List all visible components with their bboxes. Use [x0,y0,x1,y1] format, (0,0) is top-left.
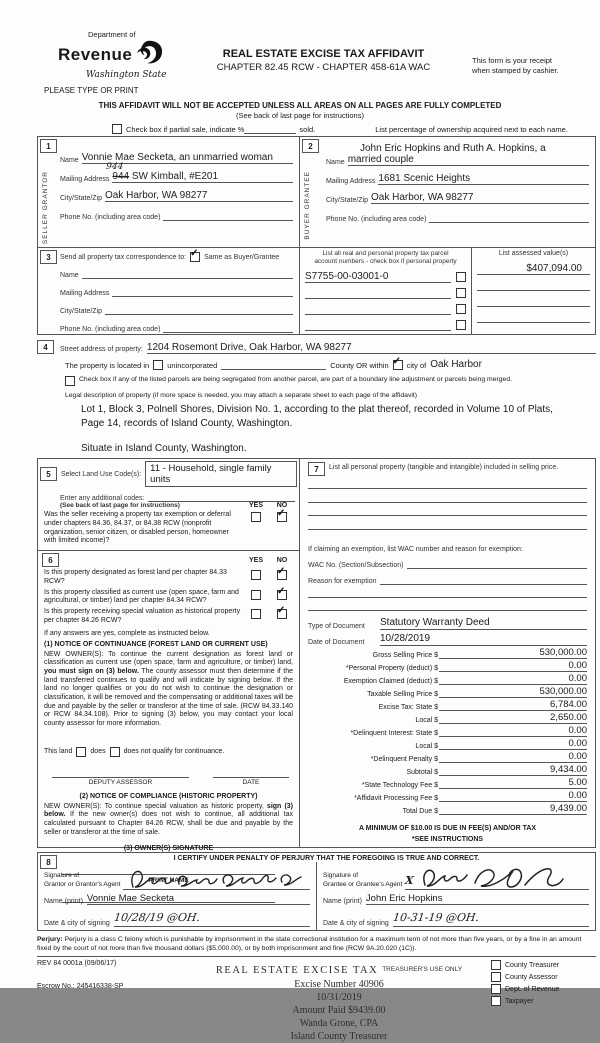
city-of-checkbox: ✓ [393,360,403,370]
right-column [300,459,595,847]
fee-label: Gross Selling Price $ [372,652,438,660]
signatures-box [37,852,596,931]
date-of-document-label: Date of Document [308,639,365,647]
land-use-code-value: 11 - Household, single family units [145,461,297,487]
seller-address-value: 944 944 SW Kimball, #E201 [112,171,293,183]
city-of-value: Oak Harbor [430,359,482,370]
fee-value: 9,434.00 [439,765,587,776]
assessed-header: List assessed value(s) [498,250,569,257]
deputy-assessor-signature-line [52,769,189,778]
seller-name-label: Name [60,157,79,164]
seller-address-handwritten-correction: 944 [105,162,125,172]
type-of-document-value: Statutory Warranty Deed [380,617,587,630]
not-accepted-warning: THIS AFFIDAVIT WILL NOT BE ACCEPTED UNLESS ALL AREAS ON ALL PAGES ARE FULLY COMPLETED [98,101,502,110]
fee-label: *State Technology Fee $ [361,782,438,790]
land-use-section [38,459,299,551]
grantee-signature-block [317,862,595,930]
fee-label: Excise Tax: State $ [378,704,438,712]
corr-name-value [82,267,293,279]
buyer-section [300,137,595,247]
fee-value: 0.00 [439,739,587,750]
assessed-blank-3 [477,306,590,307]
fee-label: *Delinquent Penalty $ [370,756,438,764]
parcel-personal-checkbox-1 [456,272,466,282]
parcel-personal-checkbox-3 [456,304,466,314]
same-as-buyer-checkbox: ✓ [190,252,200,262]
personal-property-blank-2 [308,489,587,502]
taxpayer-checkbox [491,996,501,1006]
currentuse-yes-checkbox [251,590,261,600]
grantee-date-value: 10-31-19 @OH. [391,911,480,924]
unincorporated-label: unincorporated [167,361,218,370]
buyer-grantee-side-label: BUYER GRANTEE [304,171,311,240]
seller-city-value: Oak Harbor, WA 98277 [105,190,293,202]
county-field [221,369,326,370]
buyer-name-line2: married couple [348,154,589,166]
fee-label: *Affidavit Processing Fee $ [354,795,438,803]
forest-yes-checkbox [251,570,261,580]
corr-address-value [112,285,293,297]
parcel-blank-4 [305,330,451,331]
no-header-5: NO [276,502,288,509]
fee-label: Subtotal $ [406,769,438,777]
assessed-value: $407,094.00 [477,263,590,275]
tax-correspondence-section [38,248,300,334]
deputy-date-line [213,769,289,778]
section-8-badge: 8 [40,855,57,869]
correspondence-label: Send all property tax correspondence to: [60,253,187,261]
header [0,0,600,95]
corr-phone-value [163,321,293,333]
notice-compliance-text: NEW OWNER(S): To continue special valuation as historic property, sign (3) below. If the new owner(s) does not wish to continue, all additional tax calculated pursuant to Chapter 84.26 RCW, shall be due and payable by the seller or transferor at the time of sale. [44,802,294,836]
notice-continuance-title: (1) NOTICE OF CONTINUANCE (FOREST LAND OR CURRENT USE) [44,640,268,648]
fee-value: 530,000.00 [439,648,587,659]
parcel-header-line1: List all real and personal property tax parcel [322,250,449,257]
parcel-numbers-cell [300,248,472,334]
reason-blank-2 [308,585,587,598]
section-7-badge: 7 [308,462,325,476]
fee-label: Local $ [415,743,438,751]
county-or-within-label: County OR within [330,361,389,370]
land-does-checkbox [76,747,86,757]
deferral-yes-checkbox [251,512,261,522]
parcel-blank-3 [305,314,451,315]
historic-no-checkbox: ✓ [277,609,287,619]
if-yes-note: If any answers are yes, complete as instructed below. [44,629,210,637]
parcel-personal-checkbox-2 [456,288,466,298]
partial-sale-label: Check box if partial sale, indicate % [126,125,245,134]
logo-revenue: Revenue [58,44,133,64]
grantor-date-label: Date & city of signing [44,920,110,927]
notice-continuance-text: NEW OWNER(S): To continue the current designation as forest land or classification as current use (open space, farm and agriculture, or timber) land, you must sign on (3) below. The county assessor must then determine if the land transferred continues to qualify and will indicate by signing below. If the land no longer qualifies or you do not wish to continue the designation or classification, it will be removed and the compensating or additional taxes will be due and payable by the seller or transferor at the time of sale. (RCW 84.33.140 or RCW 84.34.108). Prior to signing (3) below, you may contact your local county assessor for more information. [44,650,293,727]
no-header-6: NO [276,556,288,564]
fee-value: 5.00 [439,778,587,789]
parcel-header-line2: account numbers - check box if personal property [314,258,457,266]
deferral-question: Was the seller receiving a property tax exemption or deferral under chapters 84.36, 84.37, or 84.38 RCW (nonprofit organization, senior citizen, or disabled person, homeowner with limited income)? [44,511,231,545]
personal-property-blank-4 [308,516,587,529]
seller-phone-value [163,209,293,221]
parcel-personal-checkbox-4 [456,320,466,330]
current-use-question: Is this property classified as current use (open space, farm and agricultural, or timber) land per chapter 84.34 RCW? [44,588,239,605]
treasurers-use-only-label: TREASURER'S USE ONLY [382,966,463,974]
yes-header-6: YES [248,556,263,564]
section-6-badge: 6 [42,553,59,567]
revenue-swirl-icon [134,39,164,70]
legal-description-text: Lot 1, Block 3, Polnell Shores, Division No. 1, according to the plat thereof, recorded in Volume 10 of Plats, Page 14, records of Island County, Washington. [81,404,553,429]
fee-label: Local $ [415,717,438,725]
corr-phone-label: Phone No. (including area code) [60,326,161,333]
seller-address-struck-number: 944 [112,171,130,182]
partial-sale-checkbox [112,124,122,134]
historic-yes-checkbox [251,609,261,619]
situate-text: Situate in Island County, Washington. [81,443,247,454]
partial-sale-row [112,124,596,134]
county-treasurer-checkbox [491,960,501,970]
reason-field [380,574,587,585]
partial-sale-sold-label: sold. [299,125,316,134]
fee-value: 0.00 [439,674,587,685]
section-3-badge: 3 [40,250,57,264]
receipt-note: This form is your receipt when stamped by cashier. [472,56,559,76]
forest-no-checkbox: ✓ [277,570,287,580]
grantee-x-mark: X [404,874,415,887]
print-name-label: PRINT NAME [148,877,189,885]
land-does-not-checkbox [110,747,120,757]
fee-value: 2,650.00 [439,713,587,724]
fee-label: *Personal Property (deduct) $ [345,665,438,673]
grantor-signature [123,863,310,890]
notice-compliance-title: (2) NOTICE OF COMPLIANCE (HISTORIC PROPERTY) [79,792,258,800]
fee-label: Taxable Selling Price $ [367,691,438,699]
logo-dept-of: Department of [88,30,136,39]
yes-header-5: YES [248,502,263,509]
personal-property-header: List all personal property (tangible and intangible) included in selling price. [329,464,559,471]
perjury-note: Perjury: Perjury is a class C felony which is punishable by imprisonment in the state correctional institution for a maximum term of not more than five years, or by a fine in an amount fixed by the court of not more than five thousand dollars ($5,000.00), or by both imprisonment and fine (RCW 9A.20.020 (1C)). [37,936,582,953]
fee-label: *Delinquent Interest: State $ [350,730,438,738]
grantee-sig-label: Signature of Grantee or Grantee's Agent [323,872,403,889]
footer [37,956,596,1043]
ownership-note: List percentage of ownership acquired next to each name. [375,125,568,134]
property-location-section [37,335,596,454]
partial-sale-percent-field [244,133,296,134]
corr-city-value [105,303,293,315]
currentuse-no-checkbox: ✓ [277,590,287,600]
fee-value: 0.00 [439,791,587,802]
street-address-label: Street address of property: [60,346,143,353]
dept-of-revenue-checkbox [491,984,501,994]
corr-city-label: City/State/Zip [60,308,103,315]
corr-name-label: Name [60,272,79,279]
fee-value: 0.00 [439,726,587,737]
fee-value: 530,000.00 [439,687,587,698]
certify-statement: I CERTIFY UNDER PENALTY OF PERJURY THAT THE FOREGOING IS TRUE AND CORRECT. [173,855,480,862]
form-subtitle: CHAPTER 82.45 RCW - CHAPTER 458-61A WAC [216,62,431,73]
grantor-signature-block [38,862,317,930]
corr-address-label: Mailing Address [60,290,110,297]
footer-routing-checkboxes: County Treasurer County Assessor Dept. of Revenue Taxpayer [491,960,596,1043]
seller-phone-label: Phone No. (including area code) [60,214,161,221]
stamp-line: Wanda Grone, CPA [299,1018,379,1030]
buyer-name-line1: John Eric Hopkins and Ruth A. Hopkins, a [360,143,546,154]
additional-codes-label: Enter any additional codes: [60,495,145,502]
form-title: REAL ESTATE EXCISE TAX AFFIDAVIT [222,48,425,60]
stamp-line: Excise Number 40906 [294,979,384,991]
personal-property-blank-3 [308,503,587,516]
grantee-date-label: Date & city of signing [323,920,389,927]
reason-label: Reason for exemption [308,577,377,585]
date-of-document-value: 10/28/2019 [380,633,587,646]
see-back-note: (See back of last page for instructions) [236,111,364,120]
buyer-address-value: 1681 Scenic Heights [378,173,589,185]
footer-left [37,960,187,1043]
wac-label: WAC No. (Section/Subsection) [308,561,404,569]
segregated-checkbox [65,376,75,386]
dor-logo [0,30,175,95]
please-type-or-print: PLEASE TYPE OR PRINT [44,86,139,95]
historic-question: Is this property receiving special valuation as historical property per chapter 84.26 RCW? [44,608,241,624]
stamp-title: REAL ESTATE EXCISE TAX [215,965,379,977]
located-in-label: The property is located in [65,361,150,370]
see-back-note-2: (See back of last page for instructions) [60,502,180,509]
seller-address-label: Mailing Address [60,176,110,183]
seller-section [38,137,300,247]
type-of-document-label: Type of Document [308,623,365,631]
escrow-value: 245416338-SP [76,983,124,991]
unincorporated-checkbox [153,360,163,370]
buyer-name-label: Name [326,159,345,166]
escrow-label: Escrow No.: [37,983,75,991]
same-as-buyer-label: Same as Buyer/Grantee [204,253,280,261]
grantor-name-print-value: Vonnie Mae Secketa [87,893,310,905]
grantor-sig-label: Signature of Grantor or Grantor's Agent [44,872,121,889]
classification-section [38,551,299,903]
assessed-values-cell [472,248,595,334]
grantee-name-print-label: Name (print) [323,898,362,905]
fee-value: 0.00 [439,752,587,763]
reason-blank-3 [308,598,587,611]
minimum-due-note: A MINIMUM OF $10.00 IS DUE IN FEE(S) AND/OR TAX *SEE INSTRUCTIONS [358,825,537,843]
forest-land-question: Is this property designated as forest land per chapter 84.33 RCW? [44,569,227,585]
grantee-signature [405,863,589,890]
stamp-line: 10/31/2019 [316,992,362,1004]
fee-value: 9,439.00 [439,804,587,815]
treasurer-stamp [187,960,491,1043]
wac-field [407,558,587,569]
section-1-badge: 1 [40,139,57,153]
buyer-address-label: Mailing Address [326,178,376,185]
fee-label: Exemption Claimed (deduct) $ [343,678,438,686]
logo-washington-state: Washington State [86,70,167,80]
parties-box [37,136,596,335]
deferral-no-checkbox: ✓ [277,512,287,522]
fee-label: Total Due $ [402,808,438,816]
section-2-badge: 2 [302,139,319,153]
section-5-badge: 5 [40,467,57,481]
land-use-label: Select Land Use Code(s): [61,470,142,478]
exemption-note: If claiming an exemption, list WAC number and reason for exemption: [308,545,523,553]
section-4-badge: 4 [37,340,54,354]
form-rev-number: REV 84 0001a (09/06/17) [37,960,117,968]
fee-value: 6,784.00 [439,700,587,711]
street-address-value: 1204 Rosemont Drive, Oak Harbor, WA 98277 [147,342,596,354]
additional-codes-field [148,492,295,502]
buyer-phone-value [429,211,589,223]
buyer-city-value: Oak Harbor, WA 98277 [371,192,589,204]
legal-description-label: Legal description of property (if more space is needed, you may attach a separate sheet to each page of the affidavit) [65,392,418,399]
city-of-label: city of [406,361,427,370]
seller-city-label: City/State/Zip [60,195,103,202]
buyer-phone-label: Phone No. (including area code) [326,216,427,223]
assessed-blank-2 [477,290,590,291]
parcel-number-value: S7755-00-03001-0 [305,271,451,283]
county-assessor-checkbox [491,972,501,982]
stamp-line: Amount Paid $9439.00 [292,1005,386,1017]
buyer-city-label: City/State/Zip [326,197,369,204]
continuance-qualify-row: This land does does not qualify for continuance. [44,748,225,756]
assessed-blank-4 [477,322,590,323]
deputy-date-label: DATE [242,778,260,786]
deputy-assessor-label: DEPUTY ASSESSOR [88,778,153,786]
parcel-blank-2 [305,298,451,299]
stamp-line: Island County Treasurer [290,1031,388,1043]
personal-property-blank-1 [308,476,587,489]
seller-grantor-side-label: SELLER GRANTOR [42,171,49,245]
grantor-date-value: 10/28/19 @OH. [112,911,201,924]
segregated-note: Check box if any of the listed parcels are being segregated from another parcel, are part of a boundary line adjustment or parcels being merged. [79,376,512,383]
fee-value: 0.00 [439,661,587,672]
seller-name-value: Vonnie Mae Secketa, an unmarried woman [82,152,293,164]
grantor-name-print-label: Name (print) [44,898,83,905]
grantee-name-print-value: John Eric Hopkins [366,893,589,905]
owners-signature-title: (3) OWNER(S) SIGNATURE [123,845,214,853]
